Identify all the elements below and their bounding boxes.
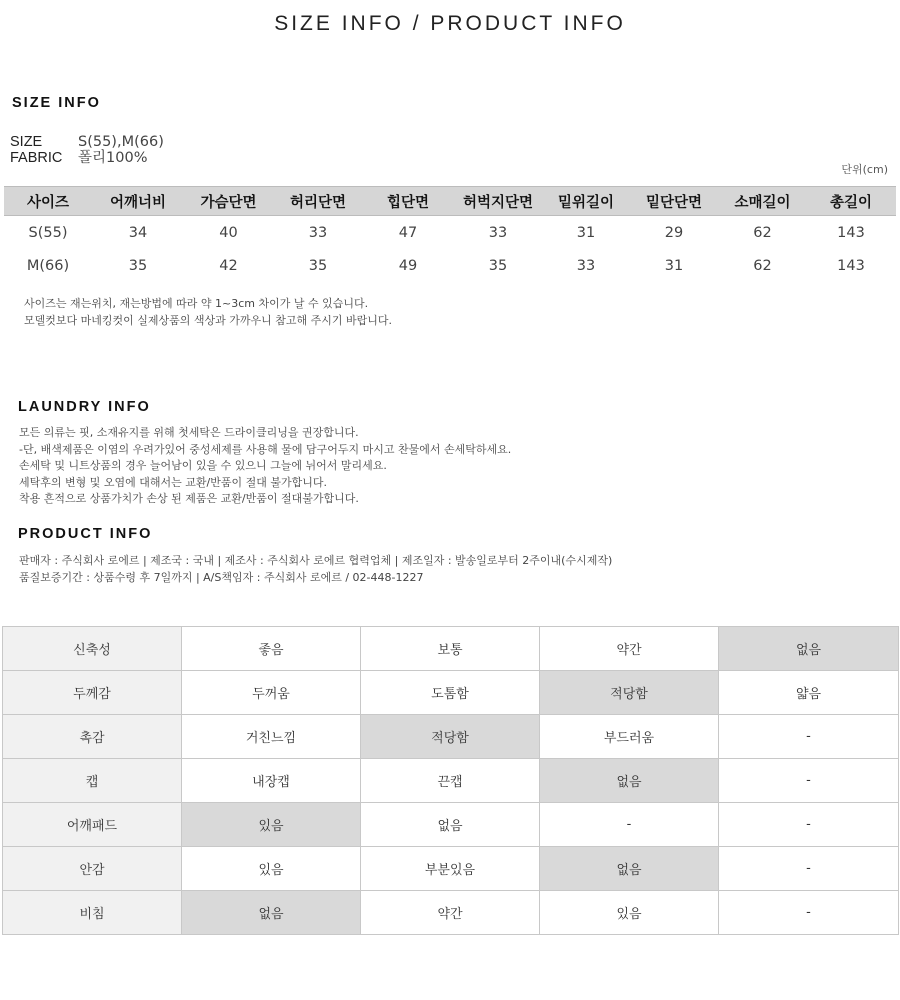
fabric-spec-grid <box>2 626 899 935</box>
spec-option: 끈캡 <box>361 759 540 803</box>
fabric-key: FABRIC <box>10 150 63 166</box>
spec-option: 있음 <box>182 847 361 891</box>
column-header: 밑단단면 <box>629 187 719 216</box>
spec-row <box>3 715 899 759</box>
fabric-row <box>10 150 147 166</box>
spec-option: 약간 <box>540 627 719 671</box>
table-row <box>4 216 896 250</box>
size-key: SIZE <box>10 134 43 150</box>
spec-option: 약간 <box>361 891 540 935</box>
spec-row <box>3 891 899 935</box>
fabric-value: 폴리100% <box>78 150 148 166</box>
spec-option: - <box>719 715 899 759</box>
table-cell: 62 <box>753 224 772 241</box>
product-notes <box>19 553 612 586</box>
spec-option: 부분있음 <box>361 847 540 891</box>
spec-option-selected: 있음 <box>182 803 361 847</box>
spec-option: 좋음 <box>182 627 361 671</box>
table-cell: 143 <box>837 257 865 274</box>
spec-row <box>3 759 899 803</box>
spec-option: - <box>719 891 899 935</box>
size-row <box>10 134 164 150</box>
spec-option: - <box>540 803 719 847</box>
size-table <box>4 186 896 282</box>
product-info-heading: PRODUCT INFO <box>18 526 153 542</box>
spec-option-selected: 적당함 <box>540 671 719 715</box>
table-cell: 31 <box>664 257 684 274</box>
table-cell: 42 <box>219 257 238 274</box>
table-cell: M(66) <box>26 257 70 274</box>
table-cell: 35 <box>308 257 328 274</box>
size-note-line: 사이즈는 재는위치, 재는방법에 따라 약 1~3cm 차이가 날 수 있습니다. <box>24 297 369 310</box>
spec-row <box>3 627 899 671</box>
spec-label: 비침 <box>3 891 182 935</box>
spec-label: 신축성 <box>3 627 182 671</box>
laundry-line: 모든 의류는 핏, 소재유지를 위해 첫세탁은 드라이클리닝을 권장합니다. <box>19 426 359 439</box>
spec-row <box>3 847 899 891</box>
spec-option: 두꺼움 <box>182 671 361 715</box>
table-cell: 40 <box>219 224 238 241</box>
spec-option: - <box>719 803 899 847</box>
column-header: 소매길이 <box>719 187 806 216</box>
spec-label: 촉감 <box>3 715 182 759</box>
spec-option: 도톰함 <box>361 671 540 715</box>
laundry-line: -단, 배색제품은 이염의 우려가있어 중성세제를 사용해 물에 담구어두지 마시고 찬물에서 손세탁하세요. <box>19 442 512 456</box>
size-value: S(55),M(66) <box>78 134 164 150</box>
spec-option-selected: 없음 <box>182 891 361 935</box>
spec-row <box>3 671 899 715</box>
column-header: 밑위길이 <box>543 187 629 216</box>
table-cell: 33 <box>488 224 508 241</box>
spec-option-selected: 없음 <box>540 759 719 803</box>
spec-label: 캡 <box>3 759 182 803</box>
table-cell: 33 <box>576 257 596 274</box>
page-title: SIZE INFO / PRODUCT INFO <box>274 12 626 35</box>
column-header: 가슴단면 <box>184 187 273 216</box>
spec-option: 보통 <box>361 627 540 671</box>
table-cell: 47 <box>398 224 418 241</box>
unit-label: 단위(cm) <box>841 163 888 176</box>
spec-option: 내장캡 <box>182 759 361 803</box>
spec-label: 어깨패드 <box>3 803 182 847</box>
laundry-line: 세탁후의 변형 및 오염에 대해서는 교환/반품이 절대 불가합니다. <box>19 475 327 489</box>
spec-option: - <box>719 759 899 803</box>
table-cell: 35 <box>128 257 148 274</box>
size-note-line: 모델컷보다 마네킹컷이 실제상품의 색상과 가까우니 참고해 주시기 바랍니다. <box>24 313 393 327</box>
spec-label: 안감 <box>3 847 182 891</box>
column-header: 허벅지단면 <box>453 187 543 216</box>
size-notes <box>24 296 392 329</box>
laundry-line: 손세탁 및 니트상품의 경우 늘어남이 있을 수 있으니 그늘에 뉘어서 말리세요. <box>19 459 387 472</box>
column-header: 허리단면 <box>273 187 363 216</box>
spec-option-selected: 없음 <box>540 847 719 891</box>
column-header: 어깨너비 <box>92 187 184 216</box>
spec-option: 있음 <box>540 891 719 935</box>
table-cell: 31 <box>576 224 596 241</box>
spec-option-selected: 적당함 <box>361 715 540 759</box>
product-line: 품질보증기간 : 상품수령 후 7일까지 | A/S책임자 : 주식회사 로에르 / 02-448-1227 <box>19 570 424 584</box>
table-row <box>4 249 896 282</box>
product-line: 판매자 : 주식회사 로에르 | 제조국 : 국내 | 제조사 : 주식회사 로에르 협력업체 | 제조일자 : 발송일로부터 2주이내(수시제작) <box>19 554 613 567</box>
spec-option: 부드러움 <box>540 715 719 759</box>
table-cell: 143 <box>837 224 865 241</box>
table-cell: 62 <box>753 257 772 274</box>
table-cell: S(55) <box>28 224 68 241</box>
table-cell: 33 <box>308 224 328 241</box>
spec-label: 두께감 <box>3 671 182 715</box>
table-cell: 49 <box>398 257 418 274</box>
spec-option: - <box>719 847 899 891</box>
size-info-heading: SIZE INFO <box>12 95 101 111</box>
spec-option: 없음 <box>361 803 540 847</box>
spec-option: 얇음 <box>719 671 899 715</box>
laundry-notes <box>19 425 511 508</box>
column-header: 사이즈 <box>4 187 92 216</box>
spec-option: 거친느낌 <box>182 715 361 759</box>
column-header: 힙단면 <box>363 187 453 216</box>
laundry-info-heading: LAUNDRY INFO <box>18 399 151 415</box>
size-table-header-row <box>4 187 896 216</box>
spec-option-selected: 없음 <box>719 627 899 671</box>
table-cell: 35 <box>488 257 508 274</box>
table-cell: 29 <box>664 224 684 241</box>
laundry-line: 착용 흔적으로 상품가치가 손상 된 제품은 교환/반품이 절대불가합니다. <box>19 492 359 505</box>
spec-row <box>3 803 899 847</box>
column-header: 총길이 <box>806 187 896 216</box>
table-cell: 34 <box>128 224 148 241</box>
